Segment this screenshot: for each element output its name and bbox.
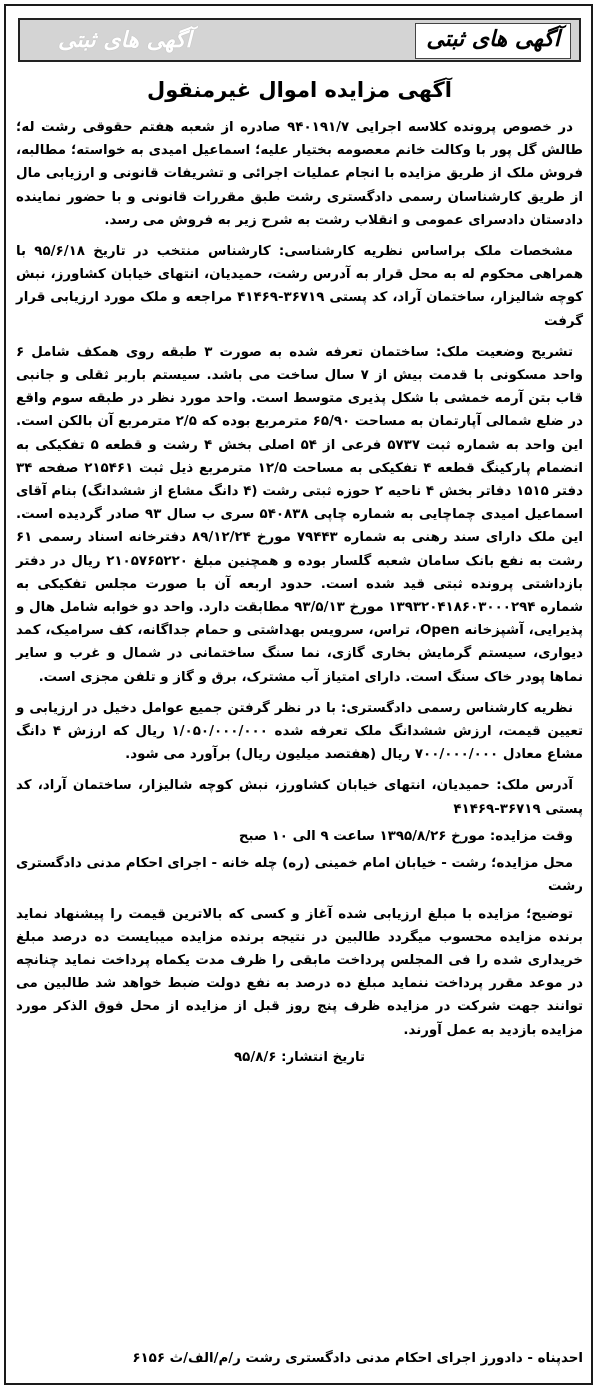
section-header-echo: آگهی های ثبتی bbox=[58, 28, 192, 53]
auction-time-paragraph: وقت مزایده: مورخ ۱۳۹۵/۸/۲۶ ساعت ۹ الی ۱۰ صبح bbox=[238, 828, 573, 844]
property-address-paragraph: آدرس ملک: حمیدیان، انتهای خیابان کشاورز، نبش کوچه شالیزار، ساختمان آراد، کد پستی ۳۶۷۱۹-۴۱۴۶۹ bbox=[16, 778, 583, 817]
auction-location-paragraph: محل مزایده؛ رشت - خیابان امام خمینی (ره) چله خانه - اجرای احکام مدنی دادگستری رشت bbox=[16, 856, 583, 895]
explanation-paragraph: توضیح؛ مزایده با مبلغ ارزیابی شده آغاز و کسی که بالاترین قیمت را پیشنهاد نماید برنده مزایده محسوب میگردد طالبین در نتیجه برنده مزایده میبایست ده درصد مبلغ خریداری شده را فی المجلس پرداخت مابقی را ظرف مدت یکماه پرداخت نماید چنانچه در موعد مقرر پرداخت ننماید مبلغ ده درصد به نفع دولت ضبط خواهد شد طالبین می توانند جهت شرکت در مزایده ظرف پنج روز قبل از مزایده از محل فوق الذکر مورد مزایده بازدید به عمل آورند. bbox=[16, 906, 583, 1038]
signature-line: احدپناه - دادورز اجرای احکام مدنی دادگستری رشت ر/م/الف/ث ۶۱۵۶ bbox=[132, 1351, 583, 1366]
notice-body bbox=[16, 116, 583, 1073]
property-description-paragraph: تشریح وضعیت ملک: ساختمان تعرفه شده به صورت ۳ طبقه روی همکف شامل ۶ واحد مسکونی با قدمت بیش از ۷ سال ساخت می باشد. سیستم باربر ثقلی و جانبی قاب بتن آرمه خمشی با شکل پذیری متوسط است. واحد مورد نظر در طبقه سوم واقع در ضلع شمالی آپارتمان به مساحت ۶۵/۹۰ مترمربع بوده که ۲/۵ مترمربع آن بالکن است. این واحد به شماره ثبت ۵۷۳۷ فرعی از ۵۴ اصلی بخش ۴ رشت و قطعه ۵ تفکیکی به انضمام پارکینگ قطعه ۴ تفکیکی به مساحت ۱۲/۵ مترمربع ذیل ثبت ۲۱۵۴۶۱ صفحه ۳۴ دفتر ۱۵۱۵ دفاتر بخش ۴ ناحیه ۲ حوزه ثبتی رشت (۴ دانگ مشاع از ششدانگ) بنام آقای اسماعیل امیدی چماچایی به شماره چاپی ۵۴۰۸۳۸ سری ب سال ۹۳ صادر گردیده است. این ملک دارای سند رهنی به شماره ۷۹۴۴۳ مورخ ۸۹/۱۲/۲۴ دفترخانه اسناد رسمی ۶۱ رشت به نفع بانک سامان شعبه گلسار بوده و همچنین مبلغ ۲۱۰۵۷۶۵۲۲۰ ریال در دفتر بازداشتی پرونده ثبتی قید شده است. حدود اربعه آن با صورت مجلس تفکیکی به شماره ۱۳۹۳۲۰۴۱۸۶۰۳۰۰۰۲۹۴ مورخ ۹۳/۵/۱۳ مطابقت دارد. واحد دو خوابه شامل هال و پذیرایی، آشپزخانه Open، تراس، سرویس بهداشتی و حمام جداگانه، کف سرامیک، کمد دیواری، سیستم گرمایش بخاری گازی، نما سنگ ساختمانی در شمال و غرب و سایر نماها پودر خاک سنگ است. دارای امتیاز آب مشترک، برق و گاز و تلفن مجزی است. bbox=[16, 344, 584, 685]
property-specs-paragraph: مشخصات ملک براساس نظریه کارشناسی: کارشناس منتخب در تاریخ ۹۵/۶/۱۸ با همراهی محکوم له به محل قرار به آدرس رشت، حمیدیان، انتهای خیابان کشاورز، نبش کوچه شالیزار، ساختمان آراد، کد پستی ۳۶۷۱۹-۴۱۴۶۹ مراجعه و ملک مورد ارزیابی قرار گرفت bbox=[16, 244, 583, 329]
expert-opinion-paragraph: نظریه کارشناس رسمی دادگستری: با در نظر گرفتن جمیع عوامل دخیل در ارزیابی و تعیین قیمت، ارزش ششدانگ ملک تعرفه شده ۱/۰۵۰/۰۰۰/۰۰۰ ریال که ارزش ۴ دانگ مشاع معادل ۷۰۰/۰۰۰/۰۰۰ ریال (هفتصد میلیون ریال) برآورد می شود. bbox=[16, 700, 583, 763]
publication-date: تاریخ انتشار: ۹۵/۸/۶ bbox=[233, 1049, 366, 1065]
section-header-label: آگهی های ثبتی bbox=[415, 23, 571, 59]
notice-title: آگهی مزایده اموال غیرمنقول bbox=[147, 78, 452, 102]
case-intro-paragraph: در خصوص پرونده کلاسه اجرایی ۹۴۰۱۹۱/۷ صادره از شعبه هفتم حقوقی رشت له؛ طالش گل پور با وکالت خانم معصومه بختیار علیه؛ اسماعیل امیدی به خواسته؛ مطالبه، فروش ملک از طریق مزایده با انجام عملیات اجرائی و تشریفات قانونی و ارزیابی مال از طریق کارشناسان رسمی دادگستری رشت طبق مقررات قانونی و با حضور نماینده دادستان دادسرای عمومی و انقلاب رشت به شرح زیر به فروش می رسد. bbox=[16, 120, 583, 228]
section-header bbox=[18, 18, 581, 62]
